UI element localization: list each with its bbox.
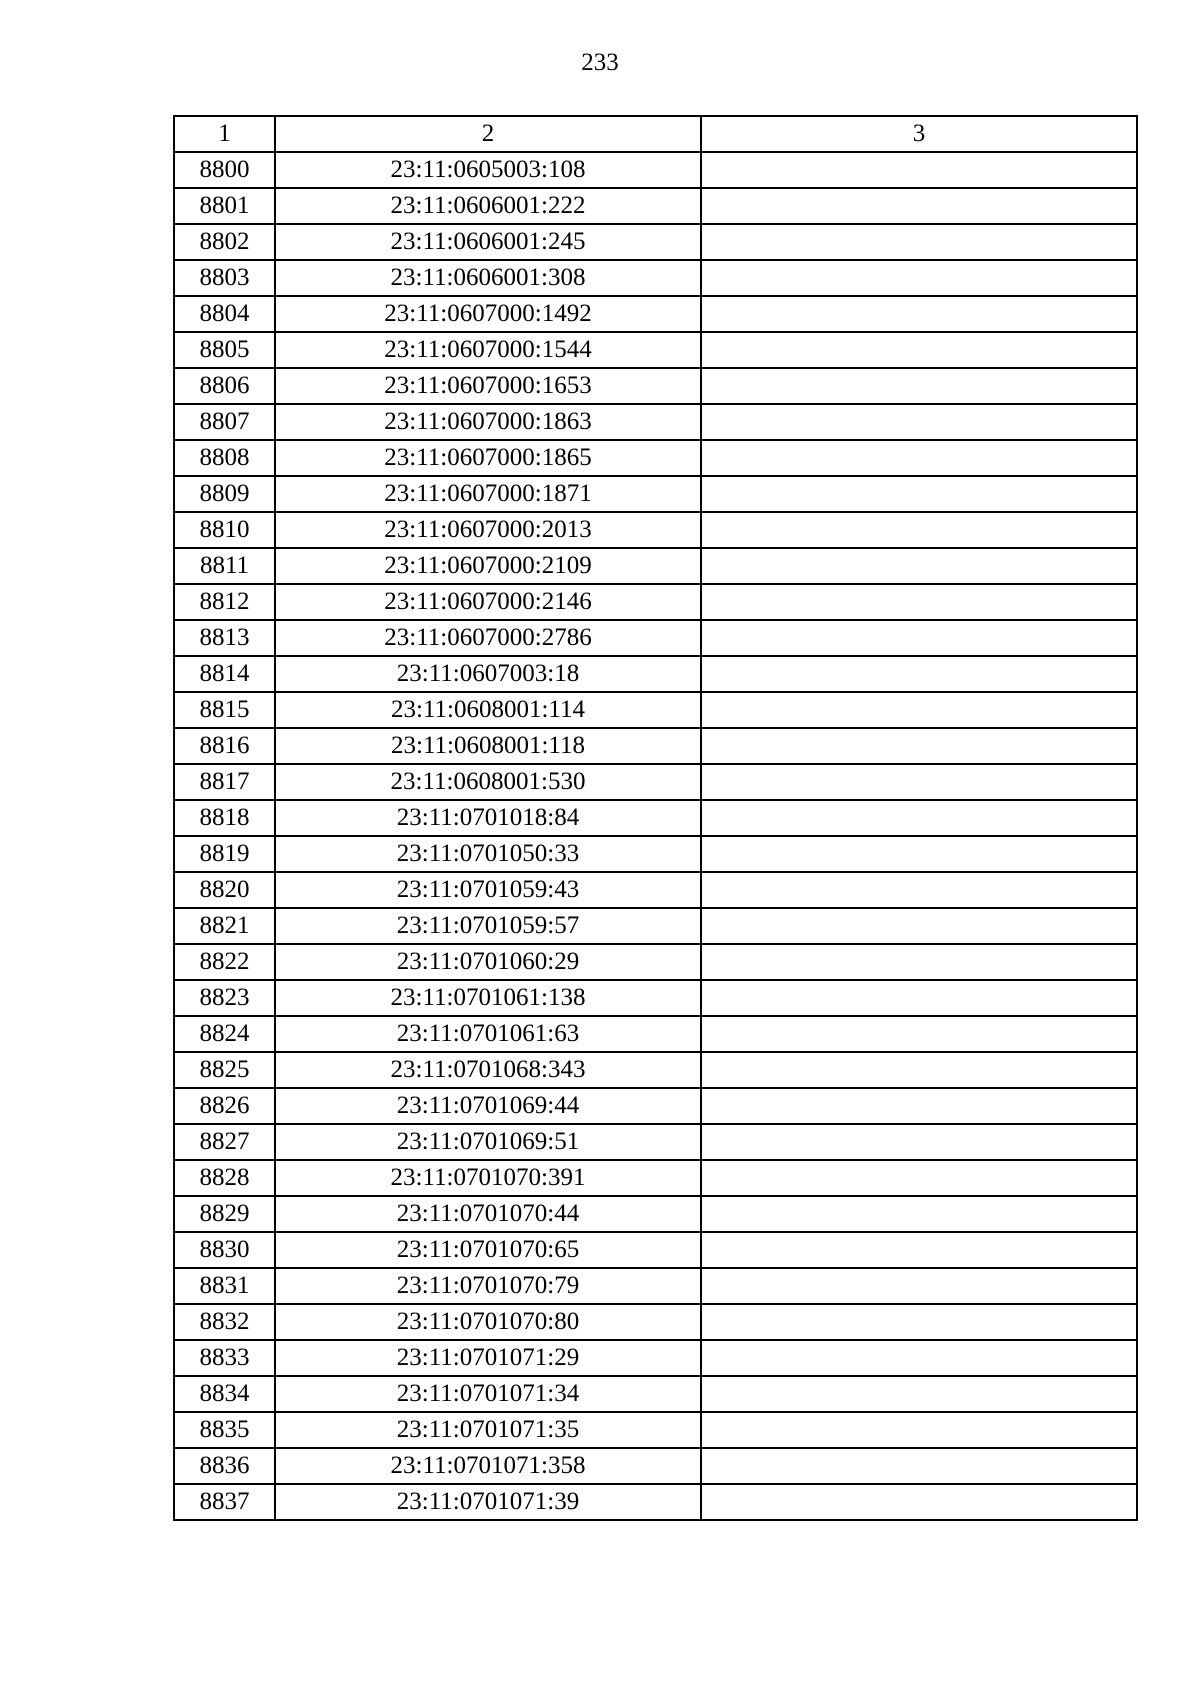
table-row [174, 836, 1137, 872]
note-cell [701, 620, 1137, 656]
note-cell [701, 1232, 1137, 1268]
table-body [174, 152, 1137, 1520]
row-number-cell: 8821 [174, 908, 275, 944]
cadastral-number-cell: 23:11:0701059:57 [275, 908, 701, 944]
note-cell [701, 944, 1137, 980]
cadastral-number-cell: 23:11:0701071:35 [275, 1412, 701, 1448]
row-number-cell: 8812 [174, 584, 275, 620]
note-cell [701, 980, 1137, 1016]
row-number-cell: 8833 [174, 1340, 275, 1376]
note-cell [701, 836, 1137, 872]
registry-table [173, 115, 1138, 1521]
cadastral-number-cell: 23:11:0701069:51 [275, 1124, 701, 1160]
table-row [174, 260, 1137, 296]
note-cell [701, 1160, 1137, 1196]
column-header-1: 1 [174, 116, 275, 152]
row-number-cell: 8807 [174, 404, 275, 440]
row-number-cell: 8805 [174, 332, 275, 368]
note-cell [701, 1340, 1137, 1376]
note-cell [701, 1196, 1137, 1232]
row-number-cell: 8801 [174, 188, 275, 224]
row-number-cell: 8814 [174, 656, 275, 692]
table-row [174, 548, 1137, 584]
row-number-cell: 8811 [174, 548, 275, 584]
cadastral-number-cell: 23:11:0701061:63 [275, 1016, 701, 1052]
note-cell [701, 476, 1137, 512]
table-row [174, 764, 1137, 800]
note-cell [701, 1016, 1137, 1052]
table-row [174, 656, 1137, 692]
table-row [174, 908, 1137, 944]
cadastral-number-cell: 23:11:0607000:2146 [275, 584, 701, 620]
cadastral-number-cell: 23:11:0607000:1871 [275, 476, 701, 512]
table-row [174, 332, 1137, 368]
note-cell [701, 1448, 1137, 1484]
note-cell [701, 440, 1137, 476]
cadastral-number-cell: 23:11:0607000:2013 [275, 512, 701, 548]
table-row [174, 1268, 1137, 1304]
note-cell [701, 548, 1137, 584]
note-cell [701, 1124, 1137, 1160]
cadastral-number-cell: 23:11:0607000:1865 [275, 440, 701, 476]
cadastral-number-cell: 23:11:0701061:138 [275, 980, 701, 1016]
table-row [174, 728, 1137, 764]
note-cell [701, 584, 1137, 620]
row-number-cell: 8819 [174, 836, 275, 872]
table-row [174, 440, 1137, 476]
table-row [174, 512, 1137, 548]
note-cell [701, 1484, 1137, 1520]
cadastral-number-cell: 23:11:0607000:1863 [275, 404, 701, 440]
table-header-row [174, 116, 1137, 152]
table-row [174, 1304, 1137, 1340]
table-row [174, 1088, 1137, 1124]
note-cell [701, 764, 1137, 800]
cadastral-number-cell: 23:11:0701068:343 [275, 1052, 701, 1088]
note-cell [701, 224, 1137, 260]
note-cell [701, 152, 1137, 188]
table-row [174, 1484, 1137, 1520]
row-number-cell: 8820 [174, 872, 275, 908]
note-cell [701, 800, 1137, 836]
row-number-cell: 8826 [174, 1088, 275, 1124]
row-number-cell: 8834 [174, 1376, 275, 1412]
note-cell [701, 1268, 1137, 1304]
cadastral-number-cell: 23:11:0606001:308 [275, 260, 701, 296]
cadastral-number-cell: 23:11:0701071:29 [275, 1340, 701, 1376]
table-row [174, 368, 1137, 404]
cadastral-number-cell: 23:11:0701070:44 [275, 1196, 701, 1232]
table-row [174, 1052, 1137, 1088]
note-cell [701, 656, 1137, 692]
table-row [174, 224, 1137, 260]
row-number-cell: 8836 [174, 1448, 275, 1484]
cadastral-number-cell: 23:11:0701060:29 [275, 944, 701, 980]
cadastral-number-cell: 23:11:0606001:222 [275, 188, 701, 224]
table-row [174, 1016, 1137, 1052]
row-number-cell: 8813 [174, 620, 275, 656]
cadastral-number-cell: 23:11:0606001:245 [275, 224, 701, 260]
cadastral-number-cell: 23:11:0605003:108 [275, 152, 701, 188]
cadastral-number-cell: 23:11:0607003:18 [275, 656, 701, 692]
row-number-cell: 8823 [174, 980, 275, 1016]
table-row [174, 872, 1137, 908]
row-number-cell: 8817 [174, 764, 275, 800]
cadastral-number-cell: 23:11:0607000:1544 [275, 332, 701, 368]
cadastral-number-cell: 23:11:0701059:43 [275, 872, 701, 908]
column-header-2: 2 [275, 116, 701, 152]
row-number-cell: 8810 [174, 512, 275, 548]
page-number: 233 [581, 49, 619, 76]
row-number-cell: 8828 [174, 1160, 275, 1196]
note-cell [701, 368, 1137, 404]
table-row [174, 980, 1137, 1016]
note-cell [701, 1088, 1137, 1124]
row-number-cell: 8825 [174, 1052, 275, 1088]
table-row [174, 620, 1137, 656]
row-number-cell: 8824 [174, 1016, 275, 1052]
note-cell [701, 872, 1137, 908]
row-number-cell: 8818 [174, 800, 275, 836]
table-row [174, 584, 1137, 620]
row-number-cell: 8822 [174, 944, 275, 980]
table-row [174, 1376, 1137, 1412]
cadastral-number-cell: 23:11:0701069:44 [275, 1088, 701, 1124]
cadastral-number-cell: 23:11:0608001:530 [275, 764, 701, 800]
note-cell [701, 1052, 1137, 1088]
cadastral-number-cell: 23:11:0701050:33 [275, 836, 701, 872]
row-number-cell: 8808 [174, 440, 275, 476]
note-cell [701, 404, 1137, 440]
cadastral-number-cell: 23:11:0607000:2786 [275, 620, 701, 656]
cadastral-number-cell: 23:11:0701071:358 [275, 1448, 701, 1484]
row-number-cell: 8832 [174, 1304, 275, 1340]
cadastral-number-cell: 23:11:0607000:1492 [275, 296, 701, 332]
row-number-cell: 8803 [174, 260, 275, 296]
note-cell [701, 1304, 1137, 1340]
table-row [174, 1124, 1137, 1160]
table-row [174, 1448, 1137, 1484]
cadastral-number-cell: 23:11:0701018:84 [275, 800, 701, 836]
table-row [174, 1160, 1137, 1196]
cadastral-number-cell: 23:11:0701070:80 [275, 1304, 701, 1340]
cadastral-number-cell: 23:11:0607000:1653 [275, 368, 701, 404]
row-number-cell: 8831 [174, 1268, 275, 1304]
cadastral-number-cell: 23:11:0701070:79 [275, 1268, 701, 1304]
row-number-cell: 8800 [174, 152, 275, 188]
row-number-cell: 8815 [174, 692, 275, 728]
cadastral-number-cell: 23:11:0608001:114 [275, 692, 701, 728]
table-row [174, 296, 1137, 332]
row-number-cell: 8804 [174, 296, 275, 332]
note-cell [701, 260, 1137, 296]
cadastral-number-cell: 23:11:0701071:39 [275, 1484, 701, 1520]
table-row [174, 1340, 1137, 1376]
cadastral-number-cell: 23:11:0701071:34 [275, 1376, 701, 1412]
cadastral-number-cell: 23:11:0701070:391 [275, 1160, 701, 1196]
row-number-cell: 8837 [174, 1484, 275, 1520]
cadastral-number-cell: 23:11:0608001:118 [275, 728, 701, 764]
row-number-cell: 8806 [174, 368, 275, 404]
table-row [174, 404, 1137, 440]
note-cell [701, 512, 1137, 548]
note-cell [701, 692, 1137, 728]
note-cell [701, 188, 1137, 224]
table-row [174, 152, 1137, 188]
row-number-cell: 8830 [174, 1232, 275, 1268]
table-row [174, 476, 1137, 512]
note-cell [701, 908, 1137, 944]
cadastral-number-cell: 23:11:0701070:65 [275, 1232, 701, 1268]
row-number-cell: 8816 [174, 728, 275, 764]
table-row [174, 800, 1137, 836]
note-cell [701, 332, 1137, 368]
table-row [174, 188, 1137, 224]
table-row [174, 692, 1137, 728]
row-number-cell: 8809 [174, 476, 275, 512]
row-number-cell: 8829 [174, 1196, 275, 1232]
note-cell [701, 1412, 1137, 1448]
note-cell [701, 296, 1137, 332]
note-cell [701, 728, 1137, 764]
cadastral-number-cell: 23:11:0607000:2109 [275, 548, 701, 584]
table-row [174, 1412, 1137, 1448]
note-cell [701, 1376, 1137, 1412]
row-number-cell: 8802 [174, 224, 275, 260]
table-row [174, 1196, 1137, 1232]
table-row [174, 1232, 1137, 1268]
row-number-cell: 8835 [174, 1412, 275, 1448]
column-header-3: 3 [701, 116, 1137, 152]
table-row [174, 944, 1137, 980]
row-number-cell: 8827 [174, 1124, 275, 1160]
